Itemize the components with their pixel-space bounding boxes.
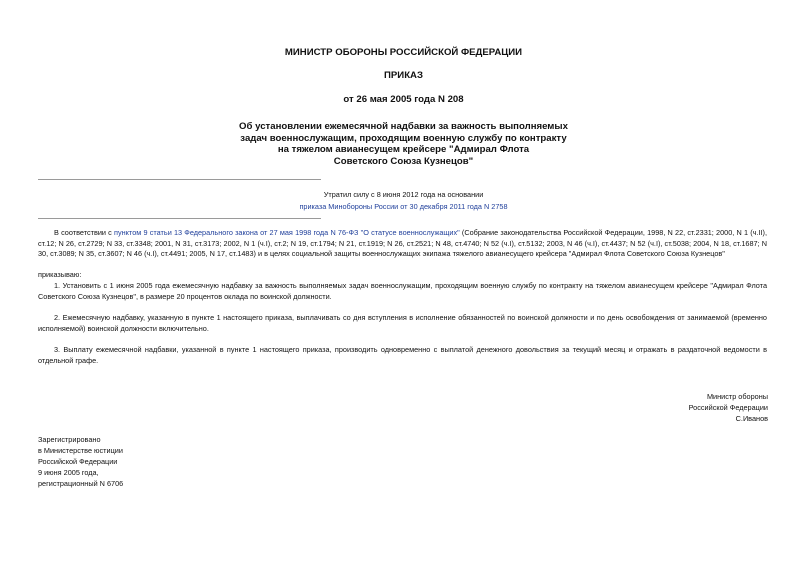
lost-force-note: Утратил силу с 8 июня 2012 года на основании — [323, 190, 484, 199]
divider — [38, 179, 321, 180]
signature-line: Российской Федерации — [688, 403, 768, 412]
lost-force-link[interactable]: приказа Минобороны России от 30 декабря 2011 года N 2758 — [299, 202, 508, 211]
basis-prefix: В соответствии с — [54, 228, 115, 237]
registration-block — [38, 434, 123, 489]
signature-line: Министр обороны — [706, 392, 768, 401]
registration-date: 9 июня 2005 года, — [38, 468, 99, 477]
registration-line: в Министерстве юстиции — [38, 446, 123, 455]
document-date-number: от 26 мая 2005 года N 208 — [343, 94, 464, 105]
registration-line: Зарегистрировано — [38, 435, 101, 444]
registration-line: Российской Федерации — [38, 457, 118, 466]
document-title — [0, 121, 807, 167]
signature-block — [689, 391, 768, 424]
orders-word: приказываю: — [38, 270, 82, 279]
title-line: Советского Союза Кузнецов" — [333, 155, 474, 167]
document-type: ПРИКАЗ — [384, 70, 423, 81]
signature-name: С.Иванов — [735, 414, 768, 423]
basis-suffix: (Собрание законодательства Российской Федерации, 1998, N 22, ст.2331; 2000, N 1 (ч.II), ст.12; N 26, ст.2729; N 33, ст.3348; 2001, N 31, ст.3173; 2002, N 1 (ч.I), ст.2; N 19, ст.1794; N 21, ст.1919; N 26, ст.2521; N 48, ст.4740; N 52 (ч.I), ст.5132; 2003, N 46 (ч.I), ст.4437; N 52 (ч.I), ст.5038; 2004, N 18, ст.1687; N 30, ст.3089; N 35, ст.3607; N 46 (ч.I), ст.4491; 2005, N 17, ст.1483) и в целях социальной защиты военнослужащих экипажа тяжелого авианесущего крейсера "Адмирал Флота Советского Союза Кузнецов" — [38, 228, 767, 259]
order-item-1: 1. Установить с 1 июня 2005 года ежемесячную надбавку за важность выполняемых задач военнослужащим, проходящим военную службу по контракту на тяжелом авианесущем крейсере "Адмирал Флота Советского Союза Кузнецов", в размере 20 процентов оклада по воинской должности. — [38, 281, 767, 301]
order-item-3: 3. Выплату ежемесячной надбавки, указанной в пункте 1 настоящего приказа, производить одновременно с выплатой денежного довольствия за текущий месяц и отражать в раздаточной ведомости в отдельной графе. — [38, 345, 767, 365]
law-link[interactable]: пунктом 9 статьи 13 Федерального закона от 27 мая 1998 года N 76-ФЗ "О статусе военнослужащих" — [114, 228, 460, 237]
title-line: задач военнослужащим, проходящим военную службу по контракту — [240, 132, 567, 144]
title-line: Об установлении ежемесячной надбавки за важность выполняемых — [239, 121, 568, 132]
divider — [38, 218, 321, 219]
order-item-2: 2. Ежемесячную надбавку, указанную в пункте 1 настоящего приказа, выплачивать со дня вступления в исполнение обязанностей по воинской должности и по день освобождения от занимаемой (временно исполняемой) воинской должности включительно. — [38, 313, 767, 333]
basis-paragraph — [38, 228, 767, 260]
title-line: на тяжелом авианесущем крейсере "Адмирал Флота — [277, 144, 530, 155]
ministry-heading: МИНИСТР ОБОРОНЫ РОССИЙСКОЙ ФЕДЕРАЦИИ — [284, 47, 523, 58]
registration-number: регистрационный N 6706 — [38, 479, 124, 488]
